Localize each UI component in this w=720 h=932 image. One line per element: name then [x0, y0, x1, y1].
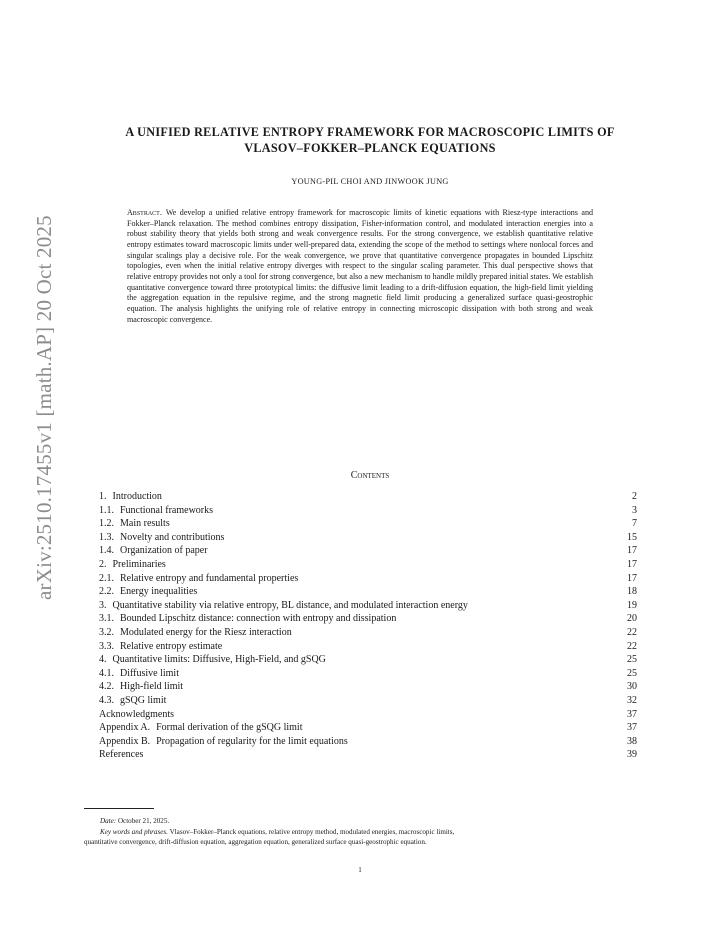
- toc-entry-page: 39: [627, 749, 637, 761]
- toc-entry[interactable]: [99, 721, 637, 735]
- toc-entry[interactable]: [99, 612, 637, 626]
- toc-entry-number: 1.1.: [99, 504, 114, 516]
- toc-entry[interactable]: [99, 735, 637, 749]
- toc-entry[interactable]: [99, 653, 637, 667]
- toc-entry-heading: [99, 585, 197, 599]
- arxiv-identifier-stamp: arXiv:2510.17455v1 [math.AP] 20 Oct 2025: [32, 215, 56, 600]
- toc-entry-page: 32: [627, 694, 637, 706]
- toc-entry[interactable]: [99, 490, 637, 504]
- toc-entry-number: Appendix A.: [99, 722, 151, 734]
- authors: YOUNG-PIL CHOI AND JINWOOK JUNG: [291, 177, 449, 186]
- title-line-2: VLASOV–FOKKER–PLANCK EQUATIONS: [244, 141, 496, 155]
- footnote-date-value: October 21, 2025.: [117, 817, 170, 825]
- title-line-1: A UNIFIED RELATIVE ENTROPY FRAMEWORK FOR MACROSCOPIC LIMITS OF: [125, 125, 615, 139]
- toc-entry-number: 3.: [99, 599, 107, 611]
- toc-entry[interactable]: [99, 572, 637, 586]
- toc-entry-title: Modulated energy for the Riesz interaction: [120, 626, 292, 638]
- abstract-text: We develop a unified relative entropy framework for macroscopic limits of kinetic equations with Riesz-type interactions and Fokker–Planck relaxation. The method combines entropy dissipation, Fisher-information control, and modulated interaction energies into a robust stability theory that yields both strong and weak convergence results. For the strong convergence, we establish quantitative relative entropy estimates toward macroscopic limits under well-prepared data, extending the scope of the method to settings where nonlocal forces and singular scalings play a decisive role. For the weak convergence, we prove that quantitative convergence propagates in bounded Lipschitz topologies, even when the initial relative entropy diverges with respect to the singular scaling parameter. This dual perspective shows that relative entropy provides not only a tool for strong convergence, but also a new mechanism to handle mildly prepared initial states. We establish quantitative convergence toward three prototypical limits: the diffusive limit leading to a drift-diffusion equation, the high-field limit yielding the aggregation equation in the repulsive regime, and the strong magnetic field limit producing a generalized surface quasi-geostrophic equation. The analysis highlights the unifying role of relative entropy in connecting microscopic dissipation with both strong and weak macroscopic convergence.: [127, 208, 593, 324]
- footnotes: [84, 816, 644, 848]
- toc-entry[interactable]: [99, 667, 637, 681]
- toc-entry-page: 22: [627, 626, 637, 638]
- toc-entry-number: 3.2.: [99, 626, 114, 638]
- toc-entry-page: 19: [627, 599, 637, 611]
- toc-entry-title: References: [99, 749, 144, 761]
- toc-entry-number: 2.2.: [99, 586, 114, 598]
- toc-entry-number: 3.1.: [99, 613, 114, 625]
- toc-entry-title: Organization of paper: [120, 545, 208, 557]
- toc-entry-heading: [99, 599, 468, 613]
- toc-entry-heading: [99, 748, 143, 762]
- toc-entry-heading: [99, 680, 183, 694]
- table-of-contents: [99, 490, 637, 762]
- toc-entry-number: 4.3.: [99, 694, 114, 706]
- toc-entry-page: 2: [632, 491, 637, 502]
- toc-entry-title: Preliminaries: [112, 558, 166, 570]
- toc-entry-page: 17: [627, 572, 637, 584]
- footnote-date: [84, 816, 644, 827]
- toc-entry[interactable]: [99, 531, 637, 545]
- toc-entry[interactable]: [99, 694, 637, 708]
- footnote-keywords-continued: quantitative convergence, drift-diffusion equation, aggregation equation, generalized surface quasi-geostrophic equation.: [84, 838, 427, 846]
- toc-entry-page: 3: [632, 504, 637, 516]
- toc-entry-heading: [99, 735, 348, 749]
- toc-entry-heading: [99, 504, 213, 518]
- footnote-rule: [84, 808, 154, 809]
- toc-entry-page: 25: [627, 667, 637, 679]
- toc-entry-title: Diffusive limit: [120, 667, 179, 679]
- paper-title: [80, 124, 660, 156]
- toc-entry-number: 1.: [99, 491, 107, 502]
- contents-heading: Contents: [350, 470, 390, 481]
- toc-entry-page: 20: [627, 613, 637, 625]
- toc-entry-number: 2.: [99, 558, 107, 570]
- toc-entry-page: 17: [627, 545, 637, 557]
- toc-entry-title: High-field limit: [120, 681, 184, 693]
- toc-entry-number: 4.1.: [99, 667, 114, 679]
- toc-entry-page: 22: [627, 640, 637, 652]
- toc-entry-number: 1.4.: [99, 545, 114, 557]
- toc-entry-page: 30: [627, 681, 637, 693]
- toc-entry-heading: [99, 490, 162, 504]
- toc-entry-heading: [99, 544, 208, 558]
- footnote-keywords-line-1: Vlasov–Fokker–Planck equations, relative entropy method, modulated energies, macroscopic limits,: [169, 827, 455, 836]
- toc-entry-title: Acknowledgments: [99, 708, 174, 720]
- toc-entry-title: Propagation of regularity for the limit equations: [156, 735, 348, 747]
- toc-entry-page: 18: [627, 586, 637, 598]
- abstract: [127, 208, 593, 325]
- toc-entry-page: 37: [627, 708, 637, 720]
- toc-entry-page: 7: [632, 518, 637, 530]
- toc-entry-number: Appendix B.: [99, 735, 151, 747]
- page-number: 1: [358, 866, 362, 874]
- toc-entry-title: Quantitative stability via relative entropy, BL distance, and modulated interaction energy: [112, 599, 468, 611]
- toc-entry-title: Introduction: [112, 491, 162, 502]
- toc-entry-heading: [99, 626, 292, 640]
- toc-entry-page: 17: [627, 558, 637, 570]
- toc-entry-heading: [99, 653, 326, 667]
- toc-entry-page: 15: [627, 531, 637, 543]
- toc-entry-title: Quantitative limits: Diffusive, High-Field, and gSQG: [112, 654, 326, 666]
- toc-entry-title: Novelty and contributions: [120, 531, 225, 543]
- toc-entry[interactable]: [99, 640, 637, 654]
- toc-entry-number: 3.3.: [99, 640, 114, 652]
- toc-entry[interactable]: [99, 544, 637, 558]
- footnote-keywords-label: Key words and phrases.: [100, 827, 168, 836]
- toc-entry-heading: [99, 558, 166, 572]
- abstract-heading: Abstract.: [127, 208, 162, 217]
- toc-entry-page: 38: [627, 735, 637, 747]
- toc-entry-title: Main results: [120, 518, 170, 530]
- toc-entry-title: Bounded Lipschitz distance: connection with entropy and dissipation: [120, 613, 397, 625]
- toc-entry-number: 4.: [99, 654, 107, 666]
- toc-entry-title: Relative entropy estimate: [120, 640, 223, 652]
- toc-entry-heading: [99, 721, 302, 735]
- footnote-date-label: Date:: [100, 817, 117, 825]
- toc-entry-heading: [99, 640, 222, 654]
- toc-entry-number: 1.2.: [99, 518, 114, 530]
- toc-entry-heading: [99, 667, 179, 681]
- toc-entry-number: 4.2.: [99, 681, 114, 693]
- toc-entry[interactable]: [99, 680, 637, 694]
- toc-entry-page: 25: [627, 654, 637, 666]
- toc-entry[interactable]: [99, 585, 637, 599]
- footnote-keywords: [84, 827, 644, 838]
- toc-entry[interactable]: [99, 599, 637, 613]
- toc-entry-title: gSQG limit: [120, 694, 167, 706]
- toc-entry-title: Energy inequalities: [120, 586, 198, 598]
- toc-entry[interactable]: [99, 504, 637, 518]
- toc-entry-number: 2.1.: [99, 572, 114, 584]
- toc-entry-title: Formal derivation of the gSQG limit: [156, 722, 303, 734]
- toc-entry[interactable]: [99, 748, 637, 762]
- toc-entry-number: 1.3.: [99, 531, 114, 543]
- toc-entry-heading: [99, 572, 298, 586]
- toc-entry[interactable]: [99, 558, 637, 572]
- toc-entry-heading: [99, 517, 170, 531]
- toc-entry-title: Functional frameworks: [120, 504, 214, 516]
- toc-entry[interactable]: [99, 708, 637, 722]
- toc-entry-title: Relative entropy and fundamental properties: [120, 572, 299, 584]
- toc-entry-heading: [99, 708, 174, 722]
- toc-entry-heading: [99, 612, 396, 626]
- toc-entry-heading: [99, 531, 224, 545]
- toc-entry-page: 37: [627, 722, 637, 734]
- toc-entry-heading: [99, 694, 166, 708]
- toc-entry[interactable]: [99, 517, 637, 531]
- toc-entry[interactable]: [99, 626, 637, 640]
